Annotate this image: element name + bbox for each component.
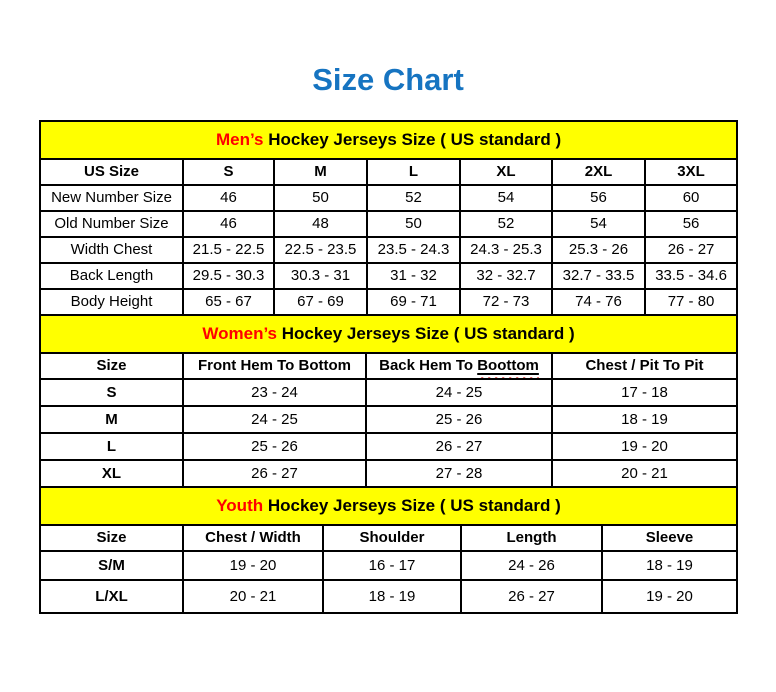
- column-header: Sleeve: [602, 525, 737, 551]
- table-cell: 54: [460, 185, 552, 211]
- table-cell: 19 - 20: [602, 580, 737, 613]
- mens-section-banner: [40, 121, 737, 159]
- row-label: M: [40, 406, 183, 433]
- section-banner-row: [40, 121, 737, 159]
- column-header: XL: [460, 159, 552, 185]
- table-row: [40, 551, 737, 580]
- banner-rest-text: Hockey Jerseys Size ( US standard ): [263, 130, 562, 150]
- row-label: L: [40, 433, 183, 460]
- column-header: US Size: [40, 159, 183, 185]
- table-cell: 56: [645, 211, 737, 237]
- table-cell: 24 - 25: [366, 379, 552, 406]
- table-cell: 69 - 71: [367, 289, 460, 315]
- table-cell: 32 - 32.7: [460, 263, 552, 289]
- column-header: [366, 353, 552, 379]
- misspelled-word: Boottom: [477, 357, 539, 375]
- banner-rest-text: Hockey Jerseys Size ( US standard ): [263, 496, 561, 516]
- womens-section-banner: [40, 315, 737, 353]
- table-cell: 50: [367, 211, 460, 237]
- column-header: Length: [461, 525, 602, 551]
- row-label: Old Number Size: [40, 211, 183, 237]
- table-cell: 22.5 - 23.5: [274, 237, 367, 263]
- column-header: Shoulder: [323, 525, 461, 551]
- size-table-womens: [39, 314, 738, 488]
- table-cell: 33.5 - 34.6: [645, 263, 737, 289]
- table-cell: 21.5 - 22.5: [183, 237, 274, 263]
- column-header-prefix: Back Hem To: [379, 357, 478, 375]
- table-row: [40, 185, 737, 211]
- page-title: Size Chart: [312, 62, 464, 97]
- table-cell: 18 - 19: [602, 551, 737, 580]
- column-header-row: [40, 525, 737, 551]
- size-table-youth: [39, 486, 738, 614]
- table-row: [40, 379, 737, 406]
- table-cell: 19 - 20: [183, 551, 323, 580]
- table-cell: 17 - 18: [552, 379, 737, 406]
- row-label: S: [40, 379, 183, 406]
- table-row: [40, 263, 737, 289]
- table-cell: 23 - 24: [183, 379, 366, 406]
- table-cell: 46: [183, 185, 274, 211]
- table-cell: 29.5 - 30.3: [183, 263, 274, 289]
- column-header: S: [183, 159, 274, 185]
- column-header: Chest / Pit To Pit: [552, 353, 737, 379]
- table-cell: 26 - 27: [645, 237, 737, 263]
- table-cell: 54: [552, 211, 645, 237]
- table-row: [40, 460, 737, 487]
- banner-highlight-text: Men’s: [215, 130, 264, 150]
- table-cell: 25 - 26: [366, 406, 552, 433]
- column-header: Front Hem To Bottom: [183, 353, 366, 379]
- table-cell: 46: [183, 211, 274, 237]
- row-label: Width Chest: [40, 237, 183, 263]
- column-header: Size: [40, 525, 183, 551]
- column-header: Size: [40, 353, 183, 379]
- column-header: 3XL: [645, 159, 737, 185]
- table-cell: 24 - 26: [461, 551, 602, 580]
- banner-highlight-text: Youth: [216, 496, 264, 516]
- table-cell: 48: [274, 211, 367, 237]
- column-header: L: [367, 159, 460, 185]
- table-cell: 24.3 - 25.3: [460, 237, 552, 263]
- table-cell: 52: [460, 211, 552, 237]
- table-cell: 52: [367, 185, 460, 211]
- section-banner-row: [40, 487, 737, 525]
- section-banner-row: [40, 315, 737, 353]
- table-row: [40, 289, 737, 315]
- size-tables-container: [39, 120, 736, 614]
- table-cell: 18 - 19: [552, 406, 737, 433]
- table-cell: 26 - 27: [183, 460, 366, 487]
- table-cell: 77 - 80: [645, 289, 737, 315]
- table-cell: 20 - 21: [552, 460, 737, 487]
- column-header: Chest / Width: [183, 525, 323, 551]
- table-cell: 30.3 - 31: [274, 263, 367, 289]
- table-row: [40, 237, 737, 263]
- table-cell: 23.5 - 24.3: [367, 237, 460, 263]
- spellcheck-squiggle: [477, 357, 539, 374]
- row-label: XL: [40, 460, 183, 487]
- table-cell: 16 - 17: [323, 551, 461, 580]
- row-label: L/XL: [40, 580, 183, 613]
- table-cell: 65 - 67: [183, 289, 274, 315]
- table-cell: 18 - 19: [323, 580, 461, 613]
- table-cell: 67 - 69: [274, 289, 367, 315]
- banner-rest-text: Hockey Jerseys Size ( US standard ): [277, 324, 575, 344]
- table-cell: 74 - 76: [552, 289, 645, 315]
- column-header-row: [40, 353, 737, 379]
- column-header-row: [40, 159, 737, 185]
- banner-highlight-text: Women’s: [202, 324, 277, 344]
- table-cell: 31 - 32: [367, 263, 460, 289]
- table-row: [40, 433, 737, 460]
- column-header: M: [274, 159, 367, 185]
- table-cell: 27 - 28: [366, 460, 552, 487]
- row-label: Body Height: [40, 289, 183, 315]
- table-cell: 20 - 21: [183, 580, 323, 613]
- table-cell: 25 - 26: [183, 433, 366, 460]
- table-cell: 72 - 73: [460, 289, 552, 315]
- table-cell: 25.3 - 26: [552, 237, 645, 263]
- table-row: [40, 580, 737, 613]
- table-cell: 26 - 27: [461, 580, 602, 613]
- table-cell: 50: [274, 185, 367, 211]
- table-cell: 24 - 25: [183, 406, 366, 433]
- table-cell: 26 - 27: [366, 433, 552, 460]
- table-cell: 32.7 - 33.5: [552, 263, 645, 289]
- row-label: Back Length: [40, 263, 183, 289]
- column-header: 2XL: [552, 159, 645, 185]
- row-label: S/M: [40, 551, 183, 580]
- row-label: New Number Size: [40, 185, 183, 211]
- table-cell: 60: [645, 185, 737, 211]
- table-row: [40, 211, 737, 237]
- table-row: [40, 406, 737, 433]
- table-cell: 19 - 20: [552, 433, 737, 460]
- table-cell: 56: [552, 185, 645, 211]
- youth-section-banner: [40, 487, 737, 525]
- size-table-mens: [39, 120, 738, 316]
